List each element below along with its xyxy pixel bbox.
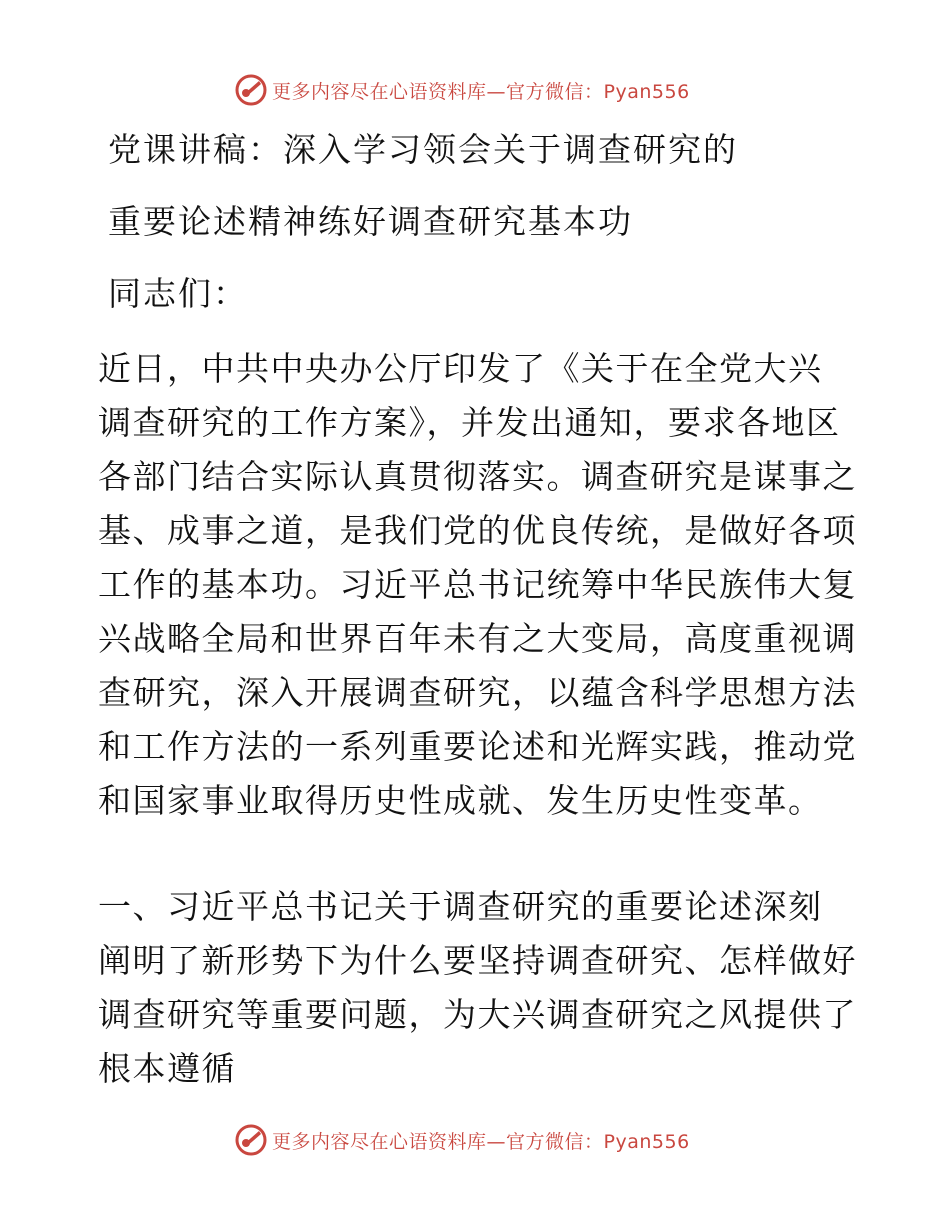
logo-icon xyxy=(234,73,268,107)
heading-line: 阐明了新形势下为什么要坚持调查研究、怎样做好 xyxy=(98,941,857,980)
paragraph-intro xyxy=(98,342,858,828)
footer-banner-text xyxy=(272,1127,690,1154)
document-title-line2: 重要论述精神练好调查研究基本功 xyxy=(108,202,633,241)
heading-line: 根本遵循 xyxy=(98,1049,236,1088)
footer-banner-main: 更多内容尽在心语资料库 xyxy=(272,1130,487,1153)
footer-banner xyxy=(234,1122,714,1158)
paragraph-line: 基、成事之道，是我们党的优良传统，是做好各项 xyxy=(98,511,857,550)
paragraph-line: 和国家事业取得历史性成就、发生历史性变革。 xyxy=(98,781,823,820)
heading-line: 一、习近平总书记关于调查研究的重要论述深刻 xyxy=(98,887,823,926)
header-banner-text xyxy=(272,77,690,104)
paragraph-line: 调查研究的工作方案》，并发出通知，要求各地区 xyxy=(98,403,841,442)
paragraph-line: 查研究，深入开展调查研究，以蕴含科学思想方法 xyxy=(98,673,857,712)
footer-banner-wechat: 官方微信：Pyan556 xyxy=(506,1130,690,1153)
paragraph-line: 各部门结合实际认真贯彻落实。调查研究是谋事之 xyxy=(98,457,857,496)
paragraph-line: 工作的基本功。习近平总书记统筹中华民族伟大复 xyxy=(98,565,857,604)
header-banner-dash: — xyxy=(486,80,507,103)
paragraph-line: 兴战略全局和世界百年未有之大变局，高度重视调 xyxy=(98,619,857,658)
greeting: 同志们： xyxy=(108,274,248,313)
header-banner-main: 更多内容尽在心语资料库 xyxy=(272,80,487,103)
header-banner-wechat: 官方微信：Pyan556 xyxy=(506,80,690,103)
paragraph-line: 和工作方法的一系列重要论述和光辉实践，推动党 xyxy=(98,727,857,766)
section1-heading xyxy=(98,880,858,1096)
document-title-line1: 党课讲稿：深入学习领会关于调查研究的 xyxy=(108,130,738,169)
footer-banner-dash: — xyxy=(486,1130,507,1153)
paragraph-line: 近日，中共中央办公厅印发了《关于在全党大兴 xyxy=(98,349,823,388)
heading-line: 调查研究等重要问题，为大兴调查研究之风提供了 xyxy=(98,995,857,1034)
logo-icon xyxy=(234,1123,268,1157)
header-banner xyxy=(234,72,714,108)
